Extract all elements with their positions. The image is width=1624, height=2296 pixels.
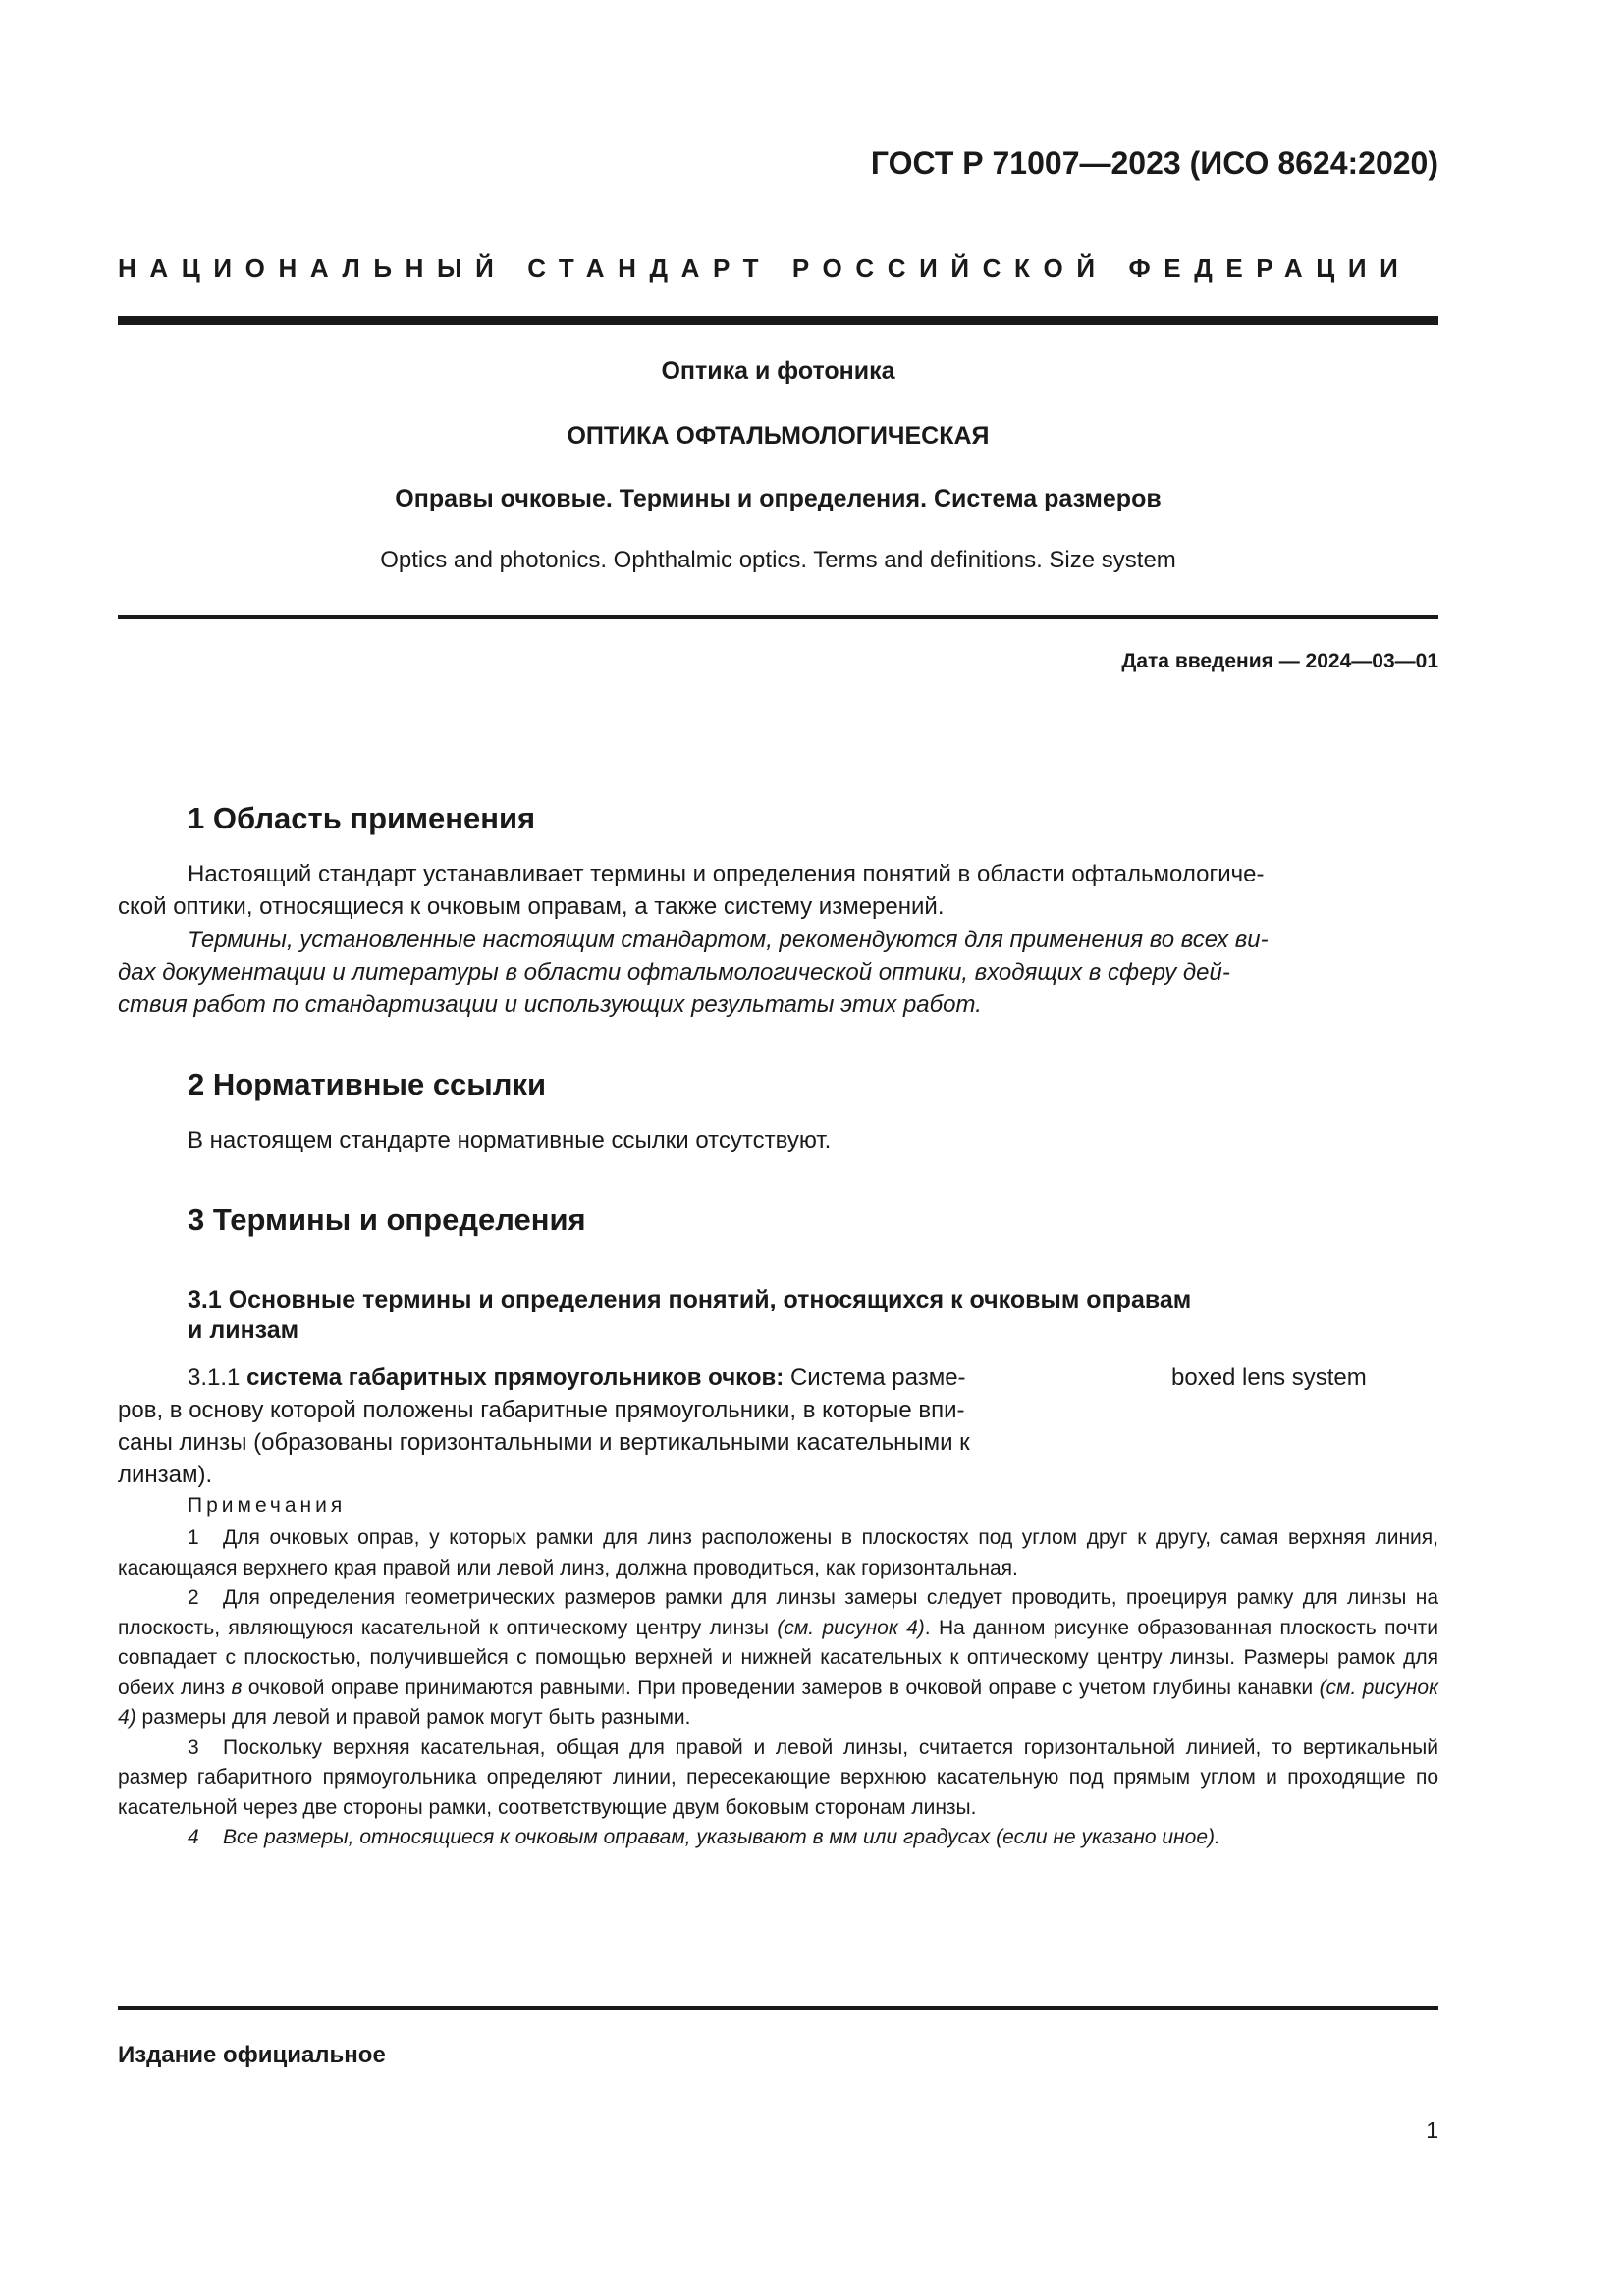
subheading-line: 3.1 Основные термины и определения понятий, относящихся к очковым оправам — [188, 1286, 1192, 1313]
note-text: Все размеры, относящиеся к очковым оправам, указывают в мм или градусах (если не указано иное). — [223, 1826, 1220, 1848]
page-number: 1 — [1426, 2117, 1438, 2143]
subject-area-title: Оптика и фотоника — [661, 357, 895, 385]
note-text: Для очковых оправ, у которых рамки для линз расположены в плоскостях под углом друг к другу, самая верхняя линия, касающаяся верхнего края правой или левой линз, должна проводиться, как горизонтальная. — [118, 1526, 1438, 1579]
note-text: размеры для левой и правой рамок могут быть разными. — [135, 1706, 691, 1729]
text-line: дах документации и литературы в области офтальмологической оптики, входящих в сферу дей- — [118, 959, 1230, 986]
note-3 — [118, 1734, 1438, 1824]
note-emphasis: в — [231, 1676, 243, 1699]
text-line: ствия работ по стандартизации и использующих результаты этих работ. — [118, 991, 982, 1018]
term-english-equivalent: boxed lens system — [1171, 1364, 1367, 1391]
note-1 — [118, 1523, 1438, 1583]
term-3-1-1 — [118, 1362, 1129, 1491]
subsection-3-1-heading — [188, 1285, 1438, 1346]
figure-reference: (см. рисунок 4) — [118, 1676, 1439, 1729]
header-divider — [118, 316, 1438, 325]
term-number: 3.1.1 — [188, 1364, 241, 1391]
section-3-heading: 3 Термины и определения — [188, 1202, 586, 1237]
note-number: 4 — [188, 1826, 199, 1848]
notes-label: Примечания — [188, 1494, 347, 1517]
introduction-date: Дата введения — 2024—03—01 — [1121, 650, 1438, 672]
term-definition-start: Система разме- — [784, 1364, 966, 1391]
section-1-paragraph-2 — [118, 924, 1438, 1021]
section-2-paragraph: В настоящем стандарте нормативные ссылки отсутствуют. — [188, 1127, 832, 1153]
note-number: 2 — [188, 1586, 199, 1609]
term-definition-line: саны линзы (образованы горизонтальными и вертикальными касательными к — [118, 1429, 970, 1456]
note-text: Поскольку верхняя касательная, общая для правой и левой линзы, считается горизонтальной линией, то вертикальный размер габаритного прямоугольника определяют линии, пересекающие верхнюю касательную под прямым углом и проходящие по касательной через две стороны рамки, соответствующие двум боковым сторонам линзы. — [118, 1735, 1438, 1819]
note-text: очковой оправе принимаются равными. При проведении замеров в очковой оправе с учетом глубины канавки — [242, 1676, 1320, 1699]
official-edition-label: Издание официальное — [118, 2042, 386, 2068]
document-code: ГОСТ Р 71007—2023 (ИСО 8624:2020) — [870, 145, 1438, 181]
note-number: 1 — [188, 1526, 199, 1549]
term-first-line — [118, 1362, 1129, 1394]
text-line: Настоящий стандарт устанавливает термины и определения понятий в области офтальмологиче- — [188, 861, 1265, 887]
figure-reference: (см. рисунок 4) — [777, 1616, 925, 1639]
note-text: . На данном рисунке образованная плоскость почти совпадает с плоскостью, получившейся с помощью верхней и нижней касательных к оптическому центру линзы. Размеры рамок для обеих линз — [118, 1616, 1438, 1699]
document-page — [118, 0, 1438, 2296]
subheading-line: и линзам — [188, 1316, 299, 1344]
section-2-heading: 2 Нормативные ссылки — [188, 1067, 547, 1101]
note-2 — [118, 1583, 1438, 1734]
standard-title-ru: Оправы очковые. Термины и определения. Система размеров — [395, 485, 1162, 512]
note-text: Для определения геометрических размеров рамки для линзы замеры следует проводить, проецируя рамку для линзы на плоскость, являющуюся касательной к оптическому центру линзы — [118, 1586, 1438, 1639]
footer-divider — [118, 2006, 1438, 2010]
section-1-heading: 1 Область применения — [188, 801, 536, 835]
term-definition-line: линзам). — [118, 1462, 213, 1488]
section-1-paragraph-1 — [118, 858, 1438, 923]
title-divider — [118, 615, 1438, 619]
notes-list — [118, 1523, 1438, 1853]
national-standard-title: НАЦИОНАЛЬНЫЙ СТАНДАРТ РОССИЙСКОЙ ФЕДЕРАЦИИ — [118, 253, 1412, 283]
term-name: система габаритных прямоугольников очков: — [246, 1364, 785, 1391]
text-line: ской оптики, относящиеся к очковым оправам, а также систему измерений. — [118, 893, 945, 920]
text-line: Термины, установленные настоящим стандартом, рекомендуются для применения во всех ви- — [188, 927, 1269, 953]
term-definition-line: ров, в основу которой положены габаритные прямоугольники, в которые впи- — [118, 1397, 965, 1423]
note-number: 3 — [188, 1735, 199, 1759]
standard-title-en: Optics and photonics. Ophthalmic optics. Terms and definitions. Size system — [380, 547, 1176, 573]
note-4 — [118, 1823, 1438, 1853]
group-title: ОПТИКА ОФТАЛЬМОЛОГИЧЕСКАЯ — [567, 422, 990, 450]
